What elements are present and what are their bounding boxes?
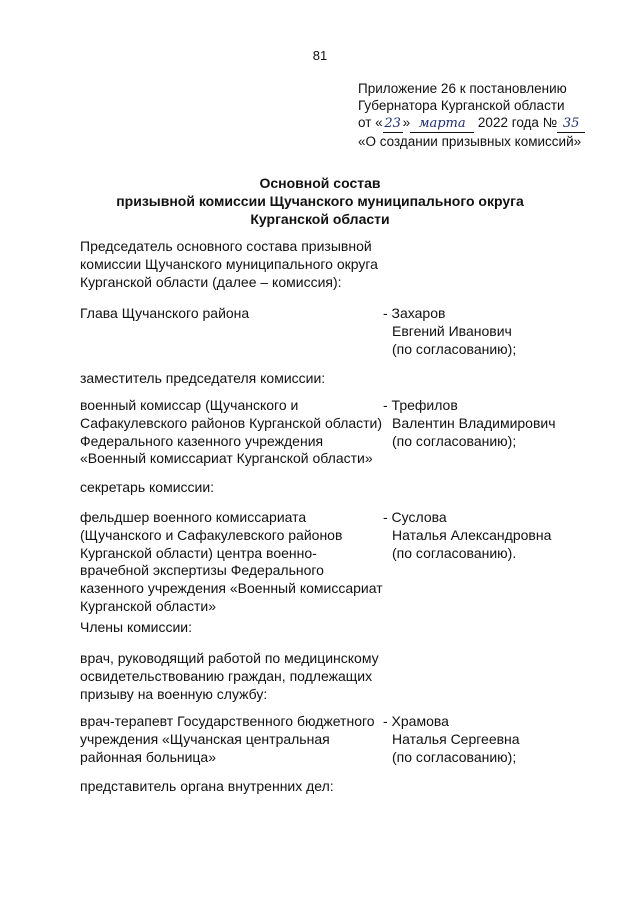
name-line: Валентин Владимирович [392, 414, 556, 431]
chair-intro-line-3: Курганской области (далее – комиссия): [80, 273, 342, 290]
title-line-3: Курганской области [250, 211, 390, 227]
name-line: - Храмова [383, 713, 449, 729]
member-position-commissar [80, 397, 382, 468]
position-line: Глава Щучанского района [80, 305, 250, 321]
name-line: - Суслова [383, 509, 447, 525]
appendix-line-2: Губернатора Курганской области [358, 98, 565, 113]
date-mid: » [402, 115, 411, 130]
chair-intro-line-2: комиссии Щучанского муниципального округа [80, 255, 378, 272]
chair-intro [80, 238, 378, 291]
name-line: Наталья Сергеевна [392, 730, 520, 747]
title-line-1: Основной состав [259, 175, 381, 191]
police-label: представитель органа внутренних дел: [80, 778, 334, 794]
position-line: Федерального казенного учреждения [80, 432, 324, 449]
handwritten-month: марта [410, 115, 474, 133]
handwritten-day: 23 [384, 116, 401, 131]
date-prefix: от « [358, 115, 383, 130]
deputy-label: заместитель председателя комиссии: [80, 370, 326, 386]
name-line: - Трефилов [383, 397, 458, 413]
position-line: Курганской области) центра военно- [80, 544, 317, 561]
page-number: 81 [312, 48, 328, 63]
member-position-therapist [80, 713, 375, 766]
name-line: Наталья Александровна [392, 526, 552, 543]
member-name-zakharov [383, 305, 516, 358]
doctor-label-line-1: врач, руководящий работой по медицинскому [80, 650, 379, 666]
document-title [0, 174, 640, 228]
position-line: Сафакулевского районов Курганской области) [80, 414, 383, 431]
secretary-label: секретарь комиссии: [80, 479, 215, 495]
position-line: врачебной экспертизы Федерального [80, 562, 324, 579]
chair-intro-line-1: Председатель основного состава призывной [80, 238, 372, 254]
member-position-paramedic [80, 509, 383, 616]
doctor-label-line-2: освидетельствованию граждан, подлежащих [80, 667, 373, 684]
member-name-khramova [383, 713, 520, 766]
position-line: учреждения «Щучанская центральная [80, 730, 330, 747]
position-line: военный комиссар (Щучанского и [80, 397, 299, 413]
name-line: (по согласованию). [392, 544, 517, 561]
handwritten-number: 35 [557, 115, 585, 133]
name-line: (по согласованию); [392, 748, 517, 765]
name-line: - Захаров [383, 305, 446, 321]
title-line-2: призывной комиссии Щучанского муниципального округа [116, 193, 524, 209]
member-name-suslova [383, 509, 551, 562]
position-line: казенного учреждения «Военный комиссариат [80, 580, 383, 597]
appendix-date-line [358, 114, 585, 133]
position-line: Курганской области» [80, 597, 217, 614]
doctor-label-line-3: призыву на военную службу: [80, 685, 268, 702]
date-year: 2022 года № [474, 115, 558, 130]
position-line: «Военный комиссариат Курганской области» [80, 450, 373, 467]
appendix-line-4: «О создании призывных комиссий» [358, 134, 582, 149]
name-line: (по согласованию); [392, 340, 517, 357]
position-line: врач-терапевт Государственного бюджетного [80, 713, 375, 729]
position-line: (Щучанского и Сафакулевского районов [80, 526, 343, 543]
position-line: фельдшер военного комиссариата [80, 509, 307, 525]
name-line: Евгений Иванович [392, 322, 512, 339]
members-label: Члены комиссии: [80, 619, 193, 635]
doctor-label [80, 650, 379, 703]
position-line: районная больница» [80, 748, 217, 765]
appendix-header [358, 80, 585, 150]
member-name-trefilov [383, 397, 556, 450]
appendix-line-1: Приложение 26 к постановлению [358, 81, 567, 96]
member-position-head [80, 305, 249, 323]
name-line: (по согласованию); [392, 432, 517, 449]
